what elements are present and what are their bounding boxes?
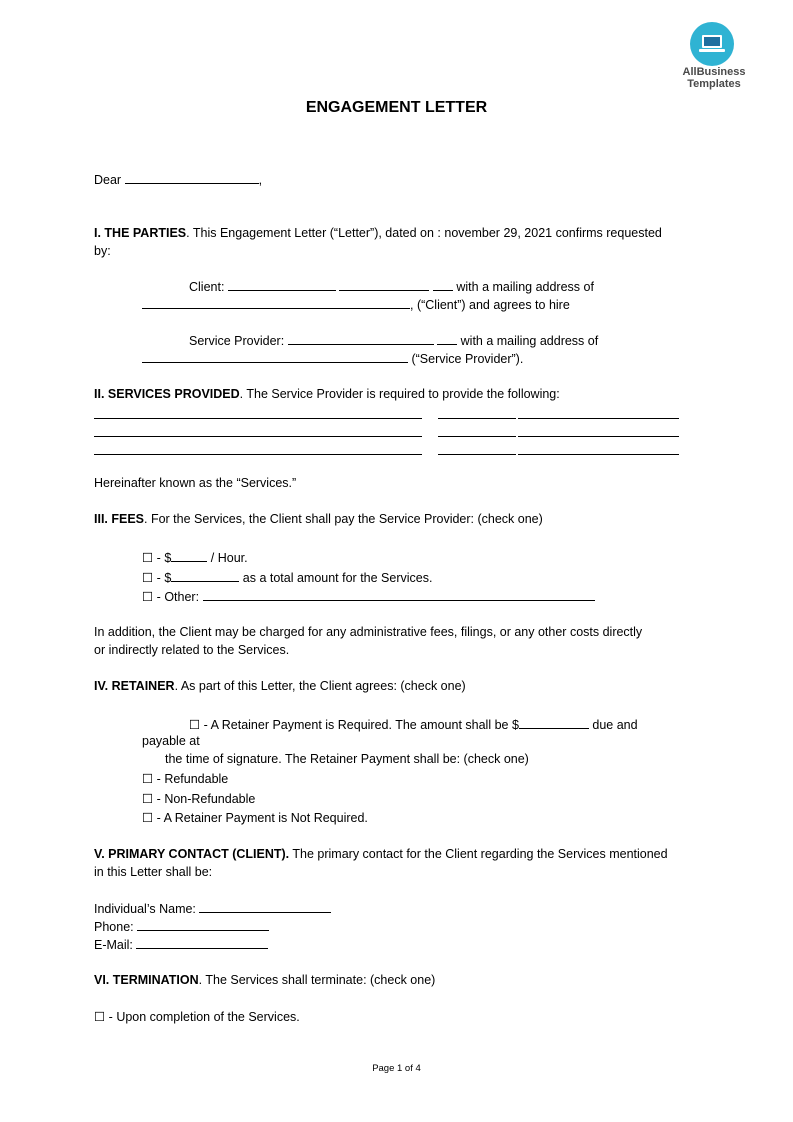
- fees-paragraph: III. FEES. For the Services, the Client shall pay the Service Provider: (check one): [94, 512, 543, 526]
- greeting: Dear ,: [94, 173, 263, 187]
- contact-paragraph: V. PRIMARY CONTACT (CLIENT). The primary contact for the Client regarding the Services mentioned: [94, 847, 668, 861]
- termination-option-completion: ☐ - Upon completion of the Services.: [94, 1010, 300, 1024]
- services-paragraph: II. SERVICES PROVIDED. The Service Provider is required to provide the following:: [94, 387, 560, 401]
- services-hereinafter: Hereinafter known as the “Services.”: [94, 476, 297, 490]
- parties-paragraph: I. THE PARTIES. This Engagement Letter (“Letter”), dated on : november 29, 2021 confirms requested: [94, 226, 662, 240]
- retainer-option-not-required: ☐ - A Retainer Payment is Not Required.: [142, 811, 368, 825]
- services-heading: II. SERVICES PROVIDED: [94, 387, 240, 401]
- retainer-option-required: ☐ - A Retainer Payment is Required. The amount shall be $ due and: [189, 718, 638, 732]
- contact-name-line: Individual’s Name:: [94, 900, 331, 917]
- client-address-line: , (“Client”) and agrees to hire: [142, 296, 570, 313]
- laptop-icon: [702, 35, 722, 48]
- fees-heading: III. FEES: [94, 512, 145, 526]
- retainer-heading: IV. RETAINER: [94, 679, 175, 693]
- retainer-paragraph: IV. RETAINER. As part of this Letter, the Client agrees: (check one): [94, 679, 466, 693]
- contact-heading: V. PRIMARY CONTACT (CLIENT).: [94, 847, 290, 861]
- retainer-option-refundable: ☐ - Refundable: [142, 772, 229, 786]
- contact-phone-line: Phone:: [94, 918, 269, 935]
- parties-heading: I. THE PARTIES: [94, 226, 187, 240]
- provider-line: Service Provider: with a mailing address of: [189, 334, 599, 348]
- retainer-option-non-refundable: ☐ - Non-Refundable: [142, 792, 256, 806]
- fees-option-total: ☐ - $ as a total amount for the Services.: [142, 571, 433, 585]
- fees-addition: In addition, the Client may be charged for any administrative fees, filings, or any other costs directly: [94, 625, 643, 639]
- recipient-blank: [125, 171, 259, 184]
- fees-option-other: ☐ - Other:: [142, 588, 595, 605]
- termination-paragraph: VI. TERMINATION. The Services shall terminate: (check one): [94, 973, 436, 987]
- fees-option-hourly: ☐ - $ / Hour.: [142, 551, 248, 565]
- logo-icon: [690, 22, 734, 66]
- contact-email-line: E-Mail:: [94, 936, 268, 953]
- provider-address-line: (“Service Provider”).: [142, 350, 523, 367]
- document-title: ENGAGEMENT LETTER: [305, 99, 488, 116]
- termination-heading: VI. TERMINATION: [94, 973, 199, 987]
- page-number: Page 1 of 4: [372, 1063, 421, 1074]
- client-line: Client: with a mailing address of: [189, 280, 594, 294]
- logo-text: AllBusiness Templates: [682, 66, 746, 90]
